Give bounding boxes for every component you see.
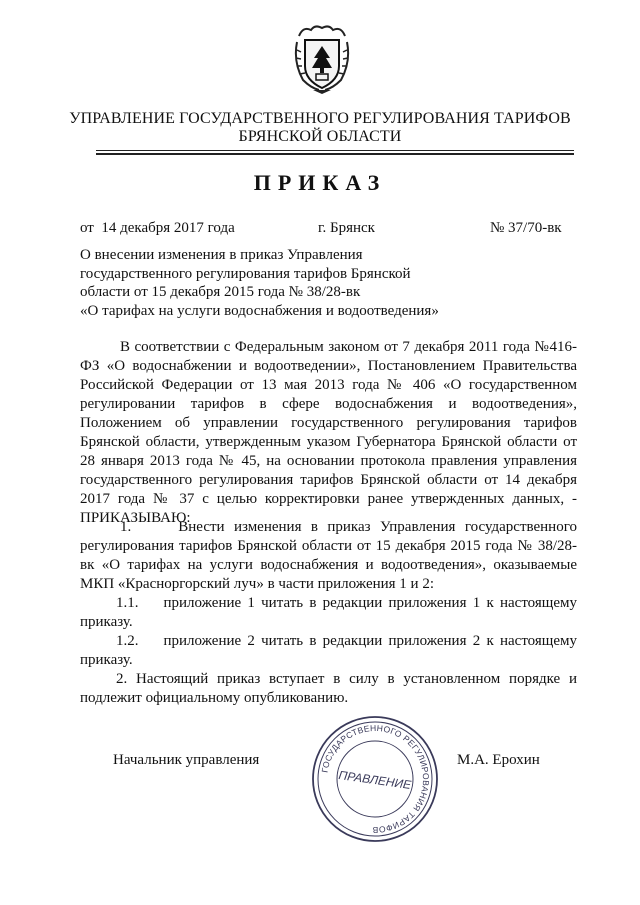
order-subject bbox=[80, 246, 439, 320]
item-line: 1. Внести изменения в приказ Управления государственного bbox=[120, 519, 577, 535]
preamble-line: В соответствии с Федеральным законом от 7 декабря 2011 года №416- bbox=[120, 339, 577, 355]
order-items bbox=[80, 518, 577, 708]
subject-line: «О тарифах на услуги водоснабжения и водоотведения» bbox=[80, 302, 439, 319]
item-line: регулирования тарифов Брянской области от 15 декабря 2015 года № 38/28- bbox=[80, 538, 577, 554]
order-date: от 14 декабря 2017 года bbox=[80, 220, 235, 236]
order-city: г. Брянск bbox=[318, 220, 375, 236]
order-number: № 37/70-вк bbox=[490, 220, 562, 236]
header-divider bbox=[96, 150, 574, 151]
preamble-line: 2017 года № 37 с целью корректировки ранее утвержденных данных, - bbox=[80, 491, 577, 507]
preamble-line: регулировании тарифов в сфере водоснабжения и водоотведения», bbox=[80, 396, 577, 412]
preamble-command: ПРИКАЗЫВАЮ: bbox=[80, 510, 191, 526]
subject-line: области от 15 декабря 2015 года № 38/28-вк bbox=[80, 284, 361, 300]
item-line: 2. Настоящий приказ вступает в силу в установленном порядке и bbox=[116, 671, 577, 687]
item-line: 1.1. приложение 1 читать в редакции приложения 1 к настоящему bbox=[116, 595, 577, 611]
signatory-name: М.А. Ерохин bbox=[457, 752, 540, 768]
item-line: 1.2. приложение 2 читать в редакции приложения 2 к настоящему bbox=[116, 633, 577, 649]
subject-line: государственного регулирования тарифов Брянской bbox=[80, 265, 411, 282]
item-line: приказу. bbox=[80, 614, 133, 630]
preamble-line: ФЗ «О водоснабжении и водоотведении», Постановлением Правительства bbox=[80, 358, 577, 374]
item-line: приказу. bbox=[80, 652, 133, 668]
organization-name-line-2: БРЯНСКОЙ ОБЛАСТИ bbox=[238, 128, 402, 145]
item-line: вк «О тарифах на услуги водоснабжения и водоотведения», оказываемые bbox=[80, 557, 577, 573]
stamp-center-text: ПРАВЛЕНИЕ bbox=[337, 767, 412, 793]
preamble-line: Положением об управлении государственного регулирования тарифов bbox=[80, 415, 577, 431]
preamble-line: Брянской области, утвержденным указом Губернатора Брянской области от bbox=[80, 434, 577, 450]
header-divider-thick bbox=[96, 153, 574, 155]
subject-line: О внесении изменения в приказ Управления bbox=[80, 247, 363, 263]
preamble-line: 28 января 2013 года № 45, на основании протокола правления управления bbox=[80, 453, 577, 469]
stamp-ring-text: ГОСУДАРСТВЕННОГО РЕГУЛИРОВАНИЯ ТАРИФОВ bbox=[319, 722, 432, 836]
preamble-paragraph bbox=[80, 338, 577, 528]
coat-of-arms-emblem bbox=[293, 22, 351, 94]
preamble-line: государственного регулирования тарифов Брянской области от 14 декабря bbox=[80, 472, 577, 488]
signatory-title: Начальник управления bbox=[113, 752, 260, 768]
official-stamp bbox=[310, 714, 440, 844]
organization-name-line-1: УПРАВЛЕНИЕ ГОСУДАРСТВЕННОГО РЕГУЛИРОВАНИЯ ТАРИФОВ bbox=[69, 110, 571, 127]
item-line: подлежит официальному опубликованию. bbox=[80, 690, 349, 706]
item-line: МКП «Красноргорский луч» в части приложения 1 и 2: bbox=[80, 576, 434, 592]
preamble-line: Российской Федерации от 13 мая 2013 года № 406 «О государственном bbox=[80, 377, 577, 393]
document-type-title: ПРИКАЗ bbox=[253, 170, 387, 195]
